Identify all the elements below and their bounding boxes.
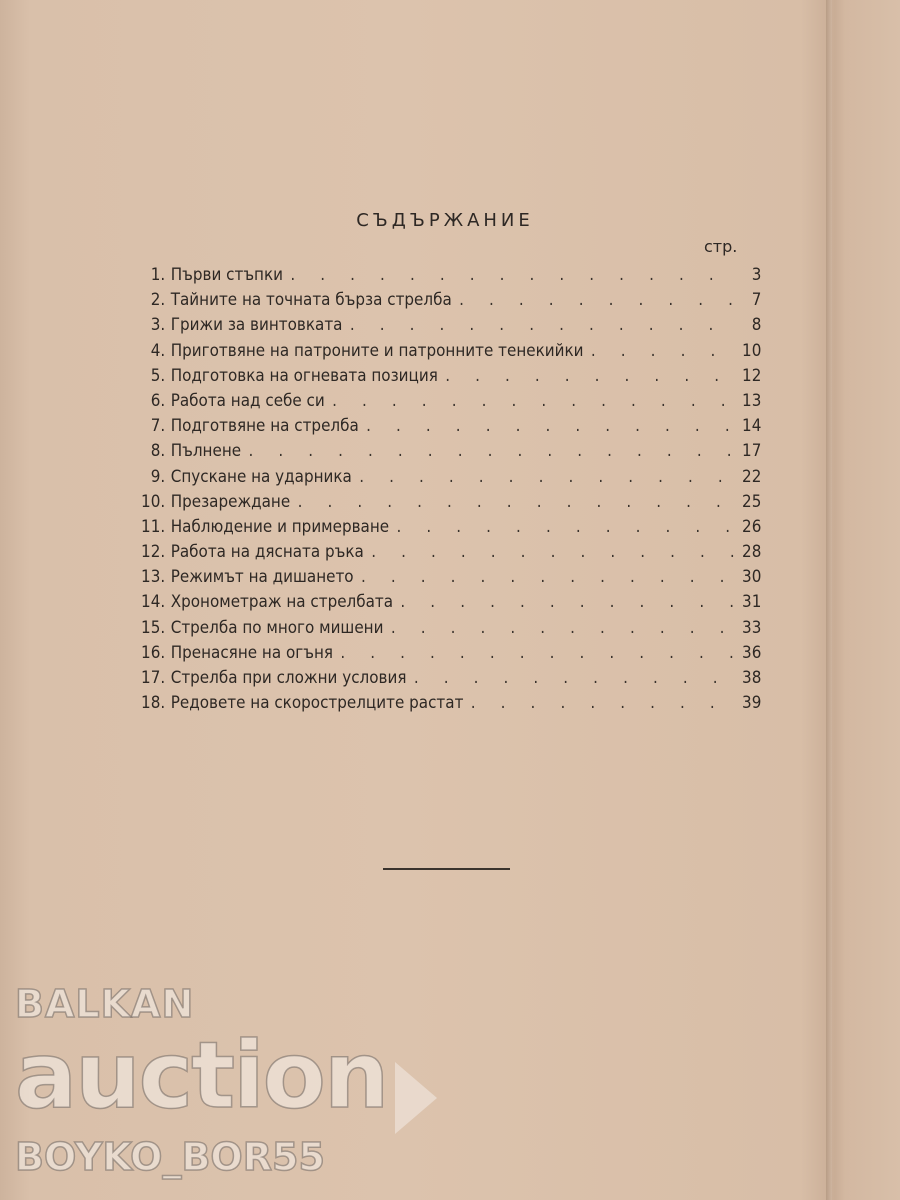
toc-entry [110, 464, 761, 489]
entry-page: 38 [742, 668, 762, 687]
toc-entry [110, 489, 761, 514]
dot-leader [463, 690, 733, 715]
entry-number: 2. [150, 290, 166, 310]
page-fold [826, 0, 832, 1200]
entry-title: Режимът на дишането [170, 567, 354, 587]
entry-number: 13. [141, 567, 166, 587]
entry-title: Стрелба при сложни условия [170, 668, 407, 687]
entry-title: Спускане на ударника [170, 466, 352, 486]
entry-number: 4. [150, 340, 166, 360]
toc-entry [110, 363, 761, 388]
entry-title: Тайните на точната бърза стрелба [170, 290, 452, 310]
entry-page: 13 [742, 390, 762, 410]
entry-title: Редовете на скорострелците растат [170, 693, 464, 713]
dot-leader [333, 640, 734, 665]
entry-page: 3 [751, 265, 762, 284]
toc-entry [110, 287, 761, 312]
entry-title: Приготвяне на патроните и патронните тенекийки [170, 340, 584, 360]
entry-title: Пренасяне на огъня [170, 642, 334, 662]
toc-title: СЪДЪРЖАНИЕ [356, 210, 534, 231]
table-of-contents [110, 262, 762, 715]
entry-number: 6. [150, 390, 166, 410]
dot-leader [359, 413, 734, 438]
toc-entry [110, 338, 761, 363]
toc-entry [110, 690, 761, 715]
entry-title: Стрелба по много мишени [170, 617, 384, 637]
entry-page: 17 [742, 441, 762, 461]
toc-entry [110, 262, 761, 287]
watermark-line-3: BOYKO_BOR55 [15, 1135, 325, 1179]
toc-entry [110, 312, 761, 337]
toc-entry [110, 665, 761, 690]
toc-entry [110, 413, 761, 438]
page-column-label: стр. [704, 237, 738, 256]
entry-page: 31 [742, 592, 762, 612]
entry-page: 28 [742, 542, 762, 562]
entry-page: 39 [742, 693, 762, 713]
entry-number: 9. [150, 466, 166, 486]
toc-entry [110, 615, 761, 640]
entry-number: 18. [141, 693, 166, 713]
entry-number: 14. [141, 592, 166, 612]
entry-number: 10. [141, 491, 166, 511]
dot-leader [364, 539, 734, 564]
entry-page: 22 [742, 466, 762, 486]
dot-leader [290, 489, 734, 514]
dot-leader [438, 363, 734, 388]
watermark-play-icon [395, 1062, 437, 1134]
toc-entry [110, 514, 761, 539]
entry-page: 36 [742, 642, 762, 662]
entry-page: 25 [742, 491, 762, 511]
watermark-line-2: auction [15, 1022, 388, 1129]
watermark-line-1: BALKAN [15, 982, 195, 1026]
entry-title: Работа на дясната ръка [170, 542, 364, 562]
toc-entry [110, 564, 761, 589]
entry-page: 12 [742, 365, 762, 385]
dot-leader [393, 589, 734, 614]
entry-number: 3. [150, 315, 166, 335]
entry-number: 17. [141, 668, 166, 687]
entry-page: 26 [742, 516, 762, 536]
dot-leader [389, 514, 734, 539]
entry-title: Работа над себе си [170, 390, 325, 410]
entry-number: 8. [150, 441, 166, 461]
entry-page: 33 [742, 617, 762, 637]
entry-page: 10 [742, 340, 762, 360]
entry-number: 12. [141, 542, 166, 562]
entry-title: Грижи за винтовката [170, 315, 343, 335]
dot-leader [283, 262, 734, 287]
toc-entry [110, 589, 761, 614]
dot-leader [452, 287, 734, 312]
dot-leader [325, 388, 734, 413]
entry-page: 30 [742, 567, 762, 587]
entry-number: 15. [141, 617, 166, 637]
entry-title: Пълнене [170, 441, 242, 461]
entry-page: 8 [751, 315, 762, 335]
dot-leader [241, 438, 734, 463]
entry-page: 7 [751, 290, 762, 310]
entry-title: Наблюдение и примерване [170, 516, 390, 536]
toc-entry [110, 539, 761, 564]
entry-number: 11. [141, 516, 166, 536]
entry-title: Подготовка на огневата позиция [170, 365, 438, 385]
dot-leader [383, 615, 733, 640]
entry-number: 5. [150, 365, 166, 385]
divider-rule [383, 868, 510, 870]
entry-number: 16. [141, 642, 166, 662]
toc-entry [110, 438, 761, 463]
entry-title: Презареждане [170, 491, 291, 511]
entry-number: 7. [150, 416, 166, 436]
toc-entry [110, 640, 761, 665]
dot-leader [354, 564, 734, 589]
entry-page: 14 [742, 416, 762, 436]
entry-title: Подготвяне на стрелба [170, 416, 359, 436]
dot-leader [342, 312, 733, 337]
dot-leader [406, 665, 733, 690]
entry-title: Хронометраж на стрелбата [170, 592, 394, 612]
dot-leader [352, 464, 734, 489]
dot-leader [584, 338, 734, 363]
toc-entry [110, 388, 761, 413]
entry-number: 1. [150, 265, 166, 284]
entry-title: Първи стъпки [170, 265, 284, 284]
